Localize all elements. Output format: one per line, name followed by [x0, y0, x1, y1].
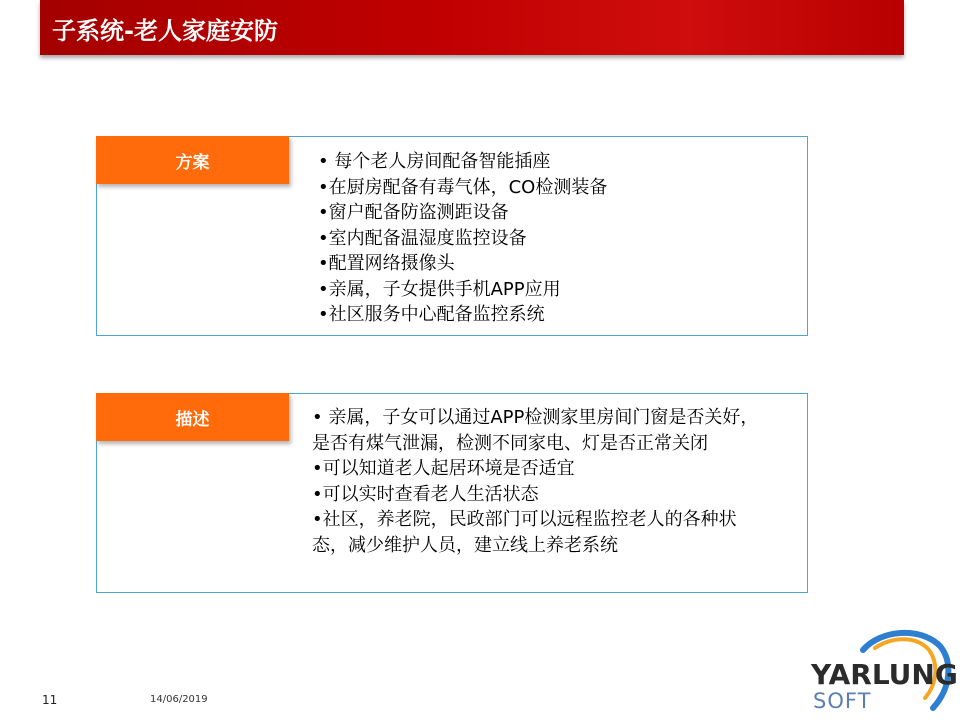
- plan-item: •在厨房配备有毒气体，CO检测装备: [318, 176, 608, 198]
- logo-name: YARLUNG: [811, 658, 958, 691]
- plan-list: [318, 149, 788, 328]
- yarlung-logo: [805, 628, 958, 718]
- desc-tag-label: 描述: [175, 409, 210, 430]
- desc-item: •可以知道老人起居环境是否适宜: [312, 458, 575, 479]
- desc-item: •社区，养老院，民政部门可以远程监控老人的各种状态，减少维护人员，建立线上养老系统: [312, 509, 737, 556]
- logo-sub: SOFT: [813, 689, 872, 713]
- plan-tag: [96, 136, 289, 184]
- plan-item: •室内配备温湿度监控设备: [318, 227, 527, 249]
- slide-date: 14/06/2019: [150, 694, 208, 705]
- slide-title: 子系统-老人家庭安防: [52, 17, 278, 45]
- desc-item: •可以实时查看老人生活状态: [312, 483, 539, 505]
- title-bar: [40, 0, 904, 55]
- plan-item: •配置网络摄像头: [318, 253, 455, 274]
- plan-item: •社区服务中心配备监控系统: [318, 304, 545, 325]
- plan-item: • 每个老人房间配备智能插座: [318, 151, 551, 172]
- plan-item: •亲属，子女提供手机APP应用: [318, 278, 561, 300]
- desc-list: [312, 405, 762, 558]
- plan-item: •窗户配备防盗测距设备: [318, 202, 509, 223]
- desc-item: • 亲属，子女可以通过APP检测家里房间门窗是否关好，是否有煤气泄漏，检测不同家电、灯是否正常关闭: [312, 407, 759, 454]
- desc-tag: [96, 393, 289, 441]
- page-number: 11: [42, 693, 58, 707]
- plan-tag-label: 方案: [175, 152, 210, 173]
